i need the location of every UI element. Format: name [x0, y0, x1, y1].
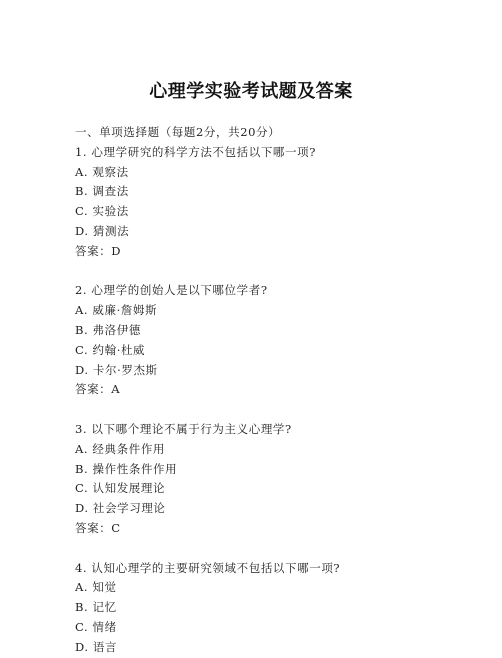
option-a: A. 知觉 [75, 580, 117, 595]
answer-line: 答案：C [75, 520, 121, 535]
option-c: C. 情绪 [75, 619, 117, 634]
option-a: A. 威廉·詹姆斯 [75, 303, 158, 318]
question-stem: 4. 认知心理学的主要研究领域不包括以下哪一项? [75, 560, 341, 575]
option-b: B. 记忆 [75, 600, 117, 615]
spacer [75, 400, 465, 420]
question-stem: 1. 心理学研究的科学方法不包括以下哪一项? [75, 144, 316, 159]
spacer [75, 539, 465, 559]
answer-line: 答案：A [75, 382, 121, 397]
option-b: B. 操作性条件作用 [75, 461, 178, 476]
option-a: A. 观察法 [75, 164, 129, 179]
section-heading: 一、单项选择题（每题2分，共20分） [75, 125, 281, 139]
option-c: C. 认知发展理论 [75, 481, 166, 496]
spacer [75, 262, 465, 282]
question-3 [75, 420, 465, 539]
question-stem: 2. 心理学的创始人是以下哪位学者? [75, 283, 268, 298]
option-d: D. 卡尔·罗杰斯 [75, 362, 158, 377]
question-4 [75, 559, 465, 658]
answer-line: 答案：D [75, 243, 122, 258]
option-d: D. 语言 [75, 639, 118, 654]
option-c: C. 实验法 [75, 204, 129, 219]
option-d: D. 社会学习理论 [75, 501, 166, 516]
option-a: A. 经典条件作用 [75, 441, 166, 456]
document-title: 心理学实验考试题及答案 [149, 81, 353, 102]
question-1 [75, 143, 465, 262]
option-c: C. 约翰·杜威 [75, 342, 146, 357]
question-stem: 3. 以下哪个理论不属于行为主义心理学? [75, 421, 292, 436]
option-b: B. 弗洛伊德 [75, 322, 141, 337]
question-2 [75, 281, 465, 400]
document-body [75, 123, 465, 658]
option-d: D. 猜测法 [75, 223, 130, 238]
option-b: B. 调查法 [75, 184, 129, 199]
